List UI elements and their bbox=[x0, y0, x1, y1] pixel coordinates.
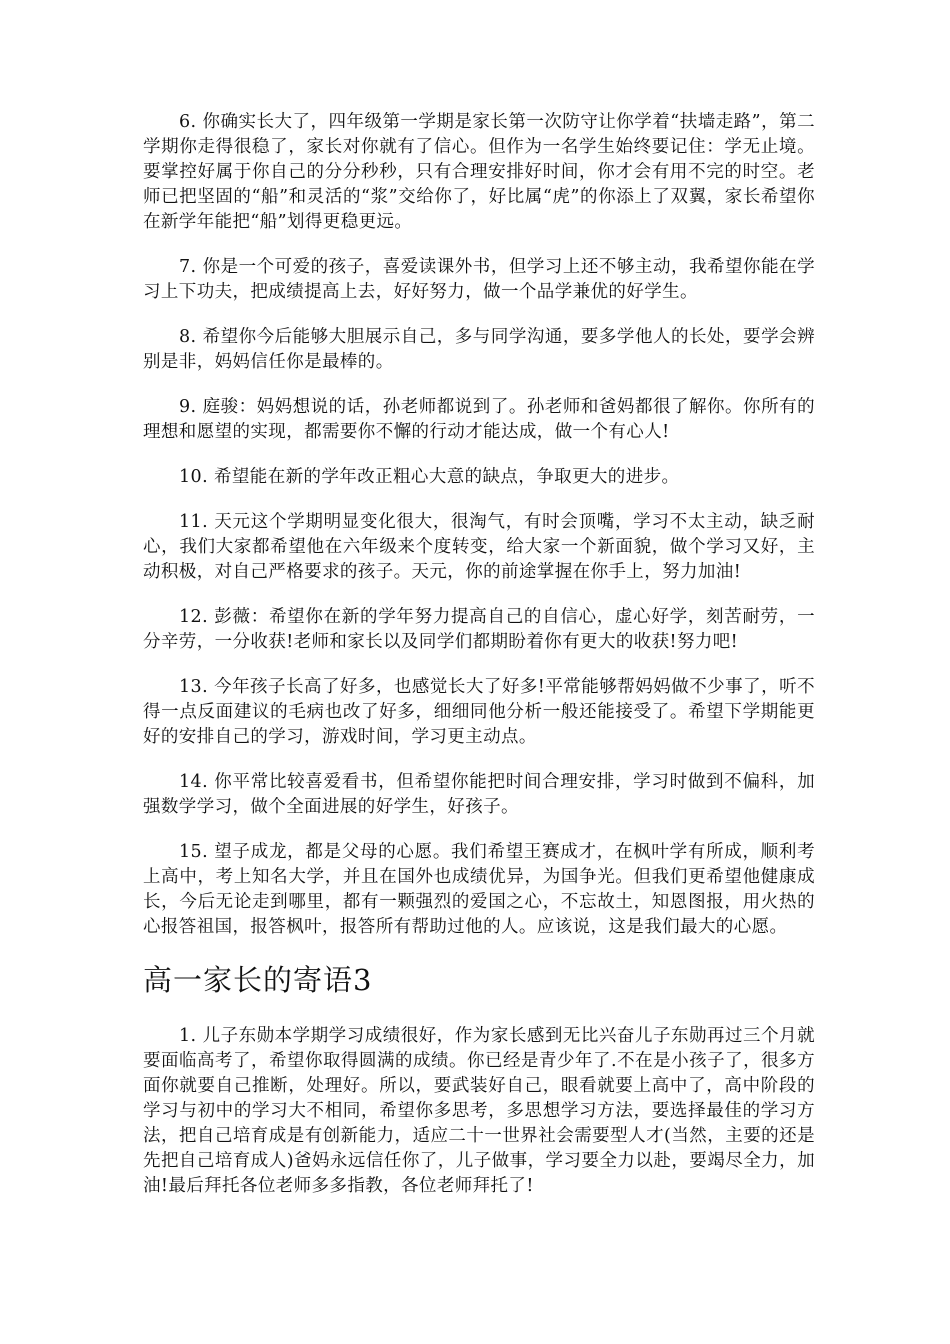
paragraph-15: 15. 望子成龙，都是父母的心愿。我们希望王赛成才，在枫叶学有所成，顺利考上高中，考上知名大学，并且在国外也成绩优异，为国争光。但我们更希望他健康成长，今后无论走到哪里，都有一颗强烈的爱国之心，不忘故土，知恩图报，用火热的心报答祖国，报答枫叶，报答所有帮助过他的人。应该说，这是我们最大的心愿。 bbox=[143, 842, 815, 937]
paragraph-7: 7. 你是一个可爱的孩子，喜爱读课外书，但学习上还不够主动，我希望你能在学习上下功夫，把成绩提高上去，好好努力，做一个品学兼优的好学生。 bbox=[143, 257, 815, 302]
paragraph-14: 14. 你平常比较喜爱看书，但希望你能把时间合理安排，学习时做到不偏科，加强数学学习，做个全面进展的好学生，好孩子。 bbox=[143, 772, 815, 817]
paragraph-13: 13. 今年孩子长高了好多，也感觉长大了好多!平常能够帮妈妈做不少事了，听不得一点反面建议的毛病也改了好多，细细同他分析一般还能接受了。希望下学期能更好的安排自己的学习，游戏时间，学习更主动点。 bbox=[143, 677, 815, 747]
paragraph-6: 6. 你确实长大了，四年级第一学期是家长第一次防守让你学着“扶墙走路”，第二学期你走得很稳了，家长对你就有了信心。但作为一名学生始终要记住：学无止境。要掌控好属于你自己的分分秒秒，只有合理安排好时间，你才会有用不完的时空。老师已把坚固的“船”和灵活的“浆”交给你了，好比属“虎”的你添上了双翼，家长希望你在新学年能把“船”划得更稳更远。 bbox=[143, 112, 815, 232]
paragraph-10: 10. 希望能在新的学年改正粗心大意的缺点，争取更大的进步。 bbox=[179, 467, 680, 487]
paragraph-11: 11. 天元这个学期明显变化很大，很淘气，有时会顶嘴，学习不太主动，缺乏耐心，我们大家都希望他在六年级来个度转变，给大家一个新面貌，做个学习又好，主动积极，对自己严格要求的孩子。天元，你的前途掌握在你手上，努力加油! bbox=[143, 512, 815, 582]
paragraph-section3-1: 1. 儿子东勋本学期学习成绩很好，作为家长感到无比兴奋儿子东勋再过三个月就要面临高考了，希望你取得圆满的成绩。你已经是青少年了.不在是小孩子了，很多方面你就要自己推断，处理好。所以，要武装好自己，眼看就要上高中了，高中阶段的学习与初中的学习大不相同，希望你多思考，多思想学习方法，要选择最佳的学习方法，把自己培育成是有创新能力，适应二十一世界社会需要型人才(当然，主要的还是先把自己培育成人)爸妈永远信任你了，儿子做事，学习要全力以赴，要竭尽全力，加油!最后拜托各位老师多多指教，各位老师拜托了! bbox=[143, 1026, 815, 1196]
paragraph-12: 12. 彭薇：希望你在新的学年努力提高自己的自信心，虚心好学，刻苦耐劳，一分辛劳，一分收获!老师和家长以及同学们都期盼着你有更大的收获!努力吧! bbox=[143, 607, 815, 652]
paragraph-9: 9. 庭骏：妈妈想说的话，孙老师都说到了。孙老师和爸妈都很了解你。你所有的理想和愿望的实现，都需要你不懈的行动才能达成，做一个有心人! bbox=[143, 397, 815, 442]
document-page bbox=[143, 110, 815, 1219]
section-heading: 高一家长的寄语3 bbox=[143, 963, 373, 997]
paragraph-8: 8. 希望你今后能够大胆展示自己，多与同学沟通，要多学他人的长处，要学会辨别是非，妈妈信任你是最棒的。 bbox=[143, 327, 815, 372]
